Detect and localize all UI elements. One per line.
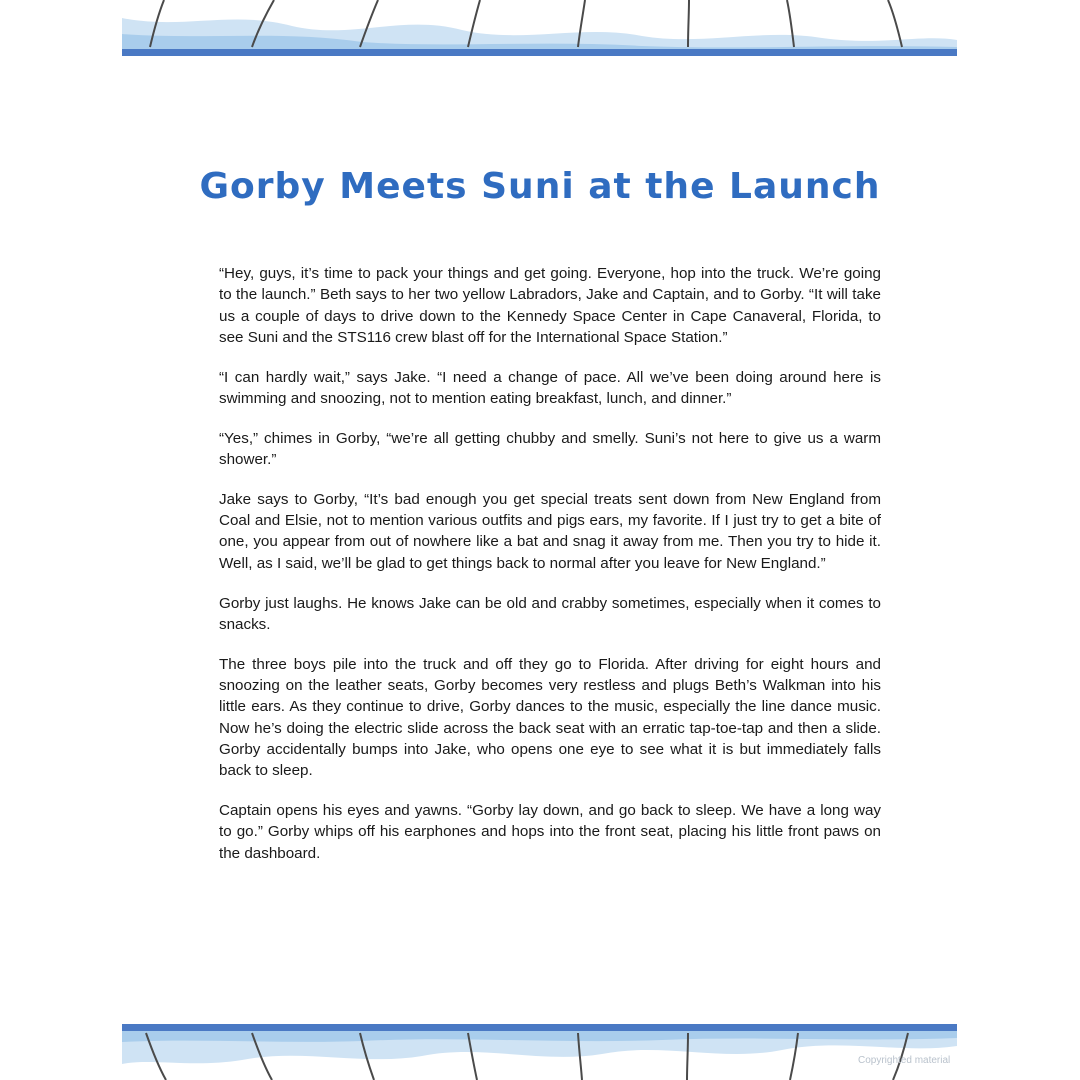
paragraph-1: “Hey, guys, it’s time to pack your things and get going. Everyone, hop into the truck. We’re going to the launch.” Beth says to her two yellow Labradors, Jake and Captain, and to Gorby. “It will take us a couple of days to drive down to the Kennedy Space Center in Cape Canaveral, Florida, to see Suni and the STS116 crew blast off for the International Space Station.” [219, 265, 881, 346]
paragraph-7: Captain opens his eyes and yawns. “Gorby lay down, and go back to sleep. We have a long way to go.” Gorby whips off his earphones and hops into the front seat, placing his little front paws on the dashboard. [219, 801, 881, 862]
paragraph-2: “I can hardly wait,” says Jake. “I need a change of pace. All we’ve been doing around here is swimming and snoozing, not to mention eating breakfast, lunch, and dinner.” [219, 368, 881, 407]
copyright-watermark: Copyrighted material [858, 1055, 951, 1066]
dome-pattern-bottom [122, 1024, 957, 1080]
decorative-banner-top [122, 0, 957, 56]
paragraph-3: “Yes,” chimes in Gorby, “we’re all getting chubby and smelly. Suni’s not here to give us a warm shower.” [219, 429, 881, 469]
decorative-banner-bottom [122, 1024, 957, 1080]
paragraph-4: Jake says to Gorby, “It’s bad enough you get special treats sent down from New England from Coal and Elsie, not to mention various outfits and pigs ears, my favorite. If I just try to get a bite of one, you appear from out of nowhere like a bat and snag it away from me. Then you try to hide it. Well, as I said, we’ll be glad to get things back to normal after you leave for New England.” [219, 490, 881, 572]
body-text [219, 263, 881, 882]
chapter-title: Gorby Meets Suni at the Launch [199, 166, 881, 207]
paragraph-5: Gorby just laughs. He knows Jake can be old and crabby sometimes, especially when it comes to snacks. [219, 594, 881, 633]
paragraph-6: The three boys pile into the truck and off they go to Florida. After driving for eight hours and snoozing on the leather seats, Gorby becomes very restless and plugs Beth’s Walkman into his little ears. As they continue to drive, Gorby dances to the music, especially the line dance music. Now he’s doing the electric slide across the back seat with an erratic tap-toe-tap and then a slide. Gorby accidentally bumps into Jake, who opens one eye to see what it is but immediately falls back to sleep. [219, 655, 881, 780]
dome-pattern-top [122, 0, 957, 56]
